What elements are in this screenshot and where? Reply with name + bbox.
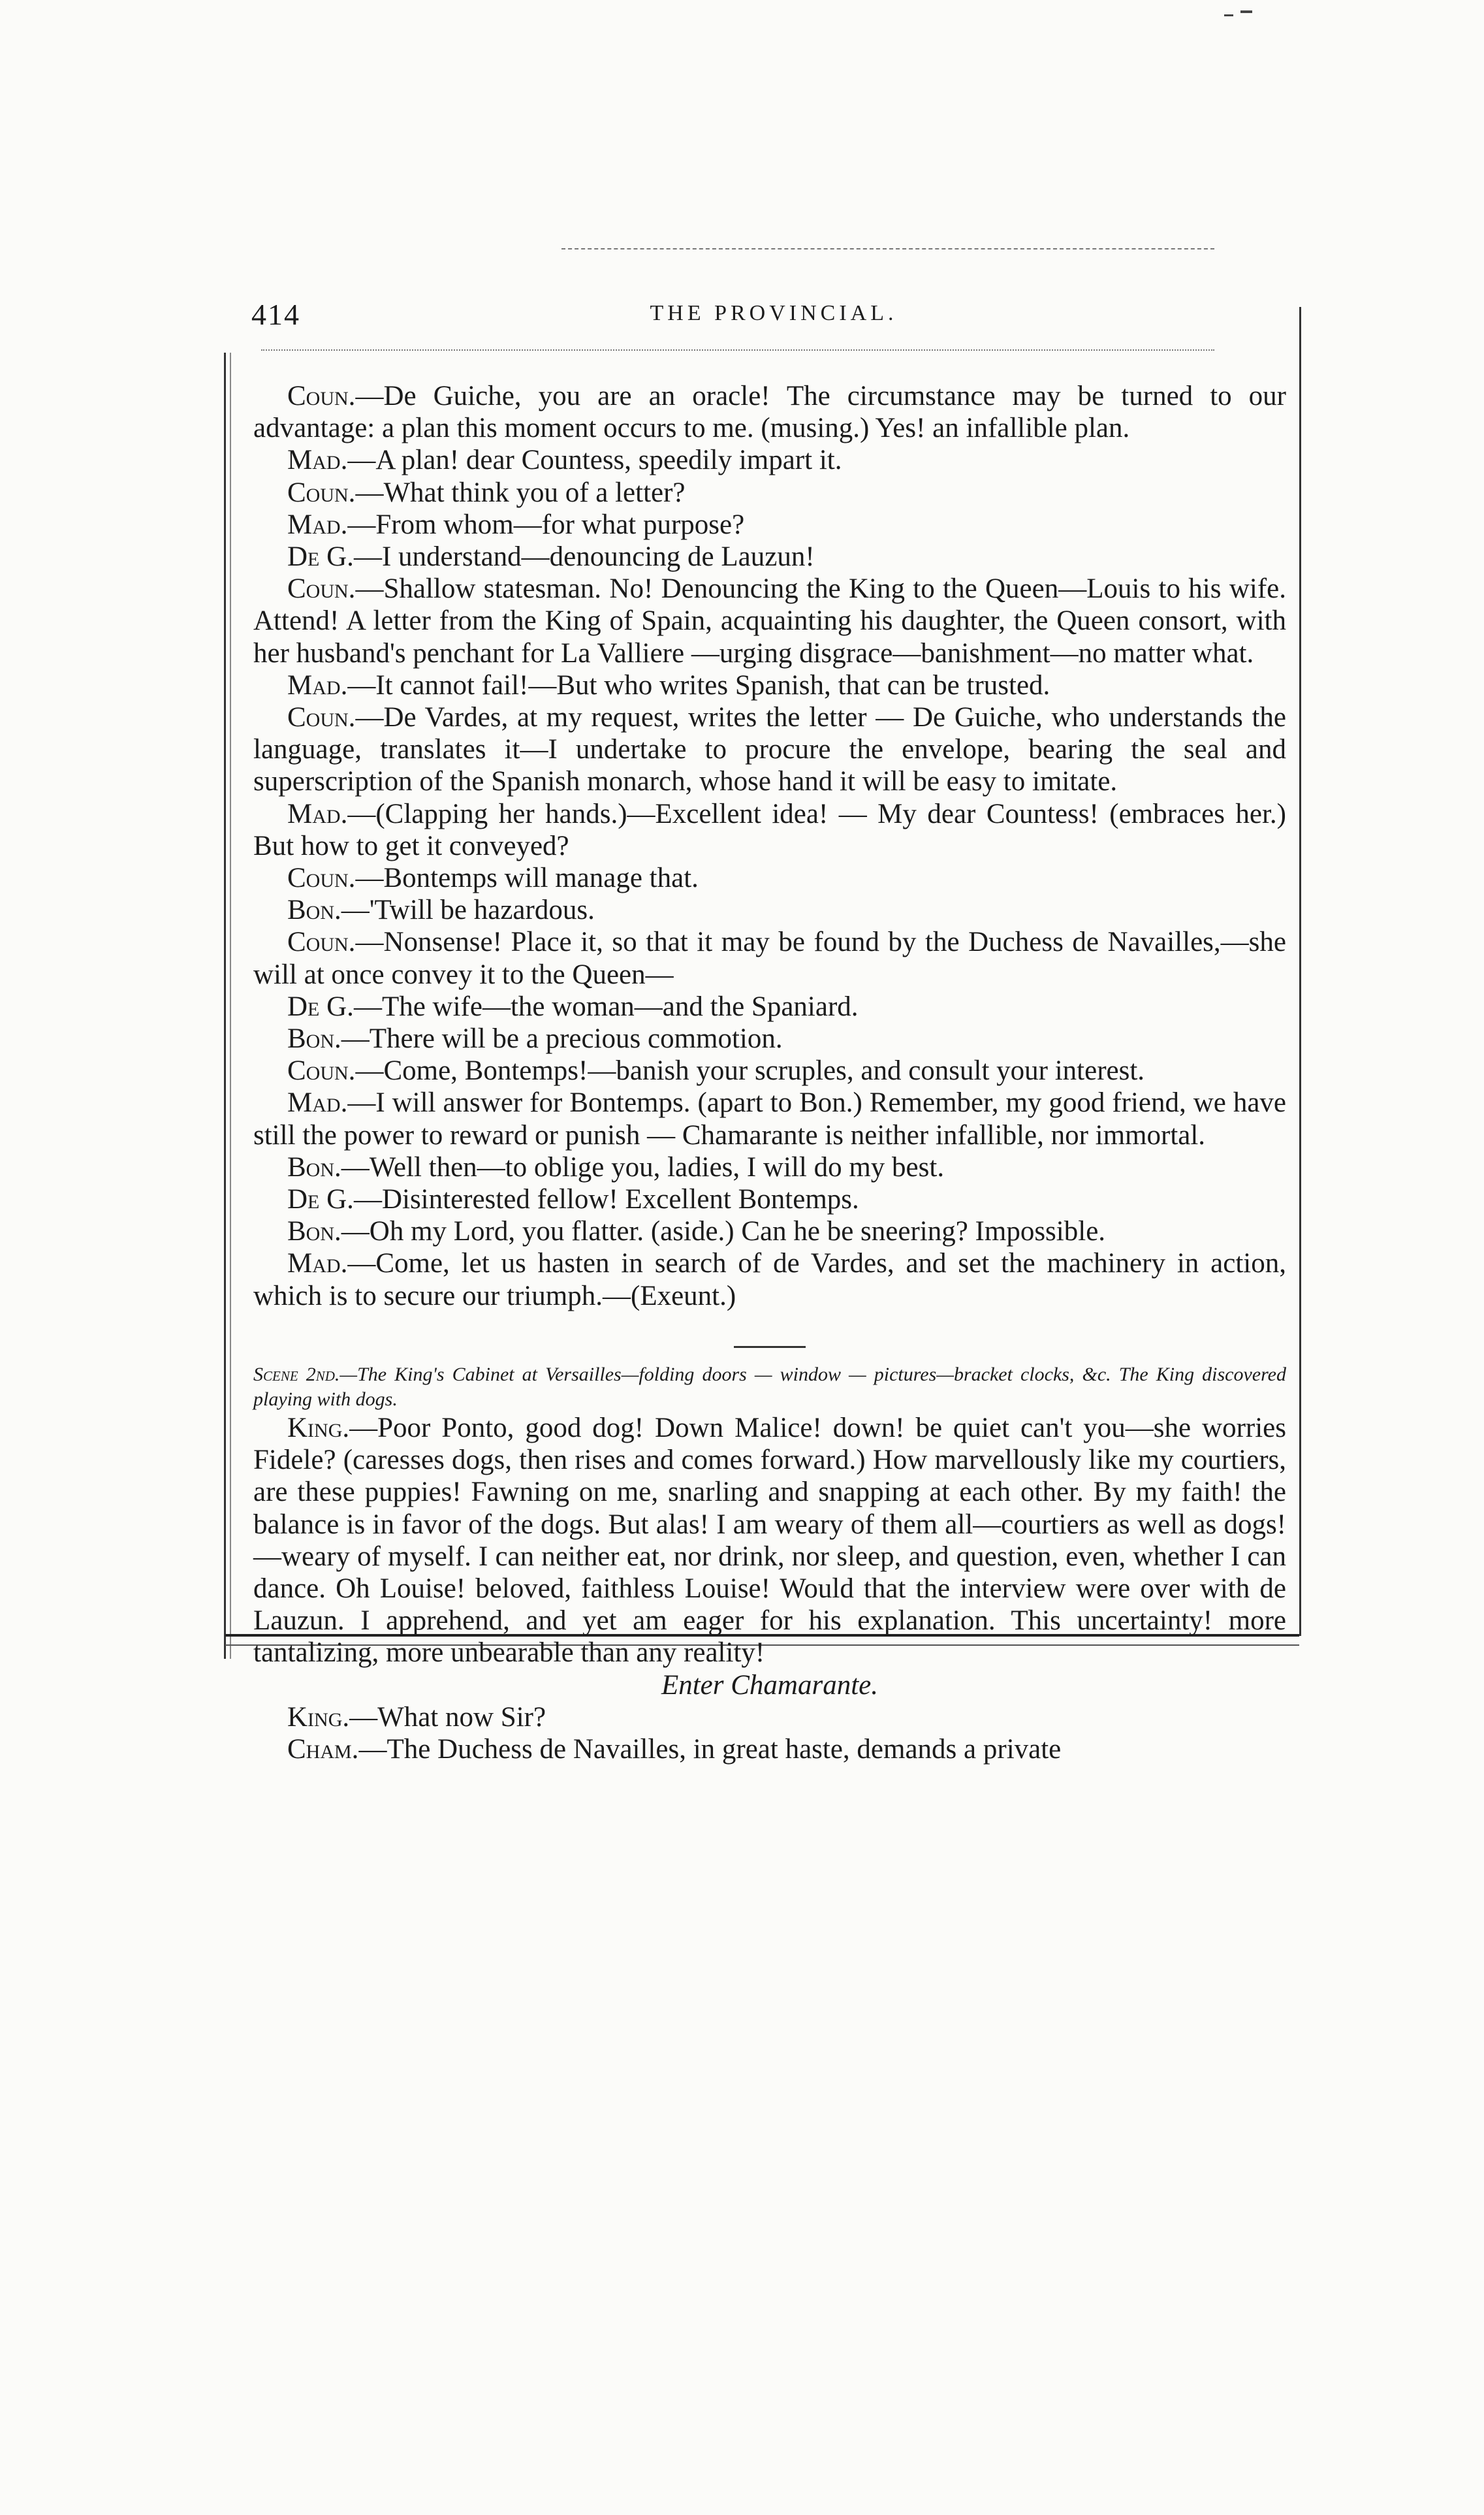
print-speck xyxy=(1240,10,1252,13)
print-speck xyxy=(1224,14,1233,16)
line-text: —Poor Ponto, good dog! Down Malice! down! be quiet can't you—she worries Fidele? (caresses dogs, then rises and comes forward.) How marvellously like my courtiers, are these puppies! Fawning on me, snarling and snapping at each other. By my faith! the balance is in favor of the dogs. But alas! I am weary of them all—courtiers as well as dogs!—weary of myself. I can neither eat, nor drink, nor sleep, and question, even, whether I can dance. Oh Louise! beloved, faithless Louise! Would that the interview were over with de Lauzun. I apprehend, and yet am eager for his explanation. This uncertainty! more tantalizing, more unbearable than any reality! xyxy=(253,1412,1286,1669)
dialogue-line xyxy=(253,1701,1286,1733)
dialogue-line xyxy=(253,1087,1286,1151)
scene-heading xyxy=(253,1362,1286,1412)
dialogue-line xyxy=(253,573,1286,669)
speaker-name: Coun. xyxy=(287,702,356,733)
speaker-name: Coun. xyxy=(287,863,356,894)
dialogue-line xyxy=(253,1183,1286,1215)
dialogue-line xyxy=(253,926,1286,990)
speaker-name: Bon. xyxy=(287,1216,341,1247)
speaker-name: King. xyxy=(287,1701,350,1733)
running-title: THE PROVINCIAL. xyxy=(650,301,898,325)
dialogue-line xyxy=(253,509,1286,541)
speaker-name: Coun. xyxy=(287,477,356,508)
dialogue-line xyxy=(253,669,1286,701)
speaker-name: Mad. xyxy=(287,1087,348,1119)
line-text: —There will be a precious commotion. xyxy=(341,1023,783,1055)
speaker-name: Coun. xyxy=(287,381,356,411)
speaker-name: Mad. xyxy=(287,509,348,540)
line-text: —Bontemps will manage that. xyxy=(355,863,699,894)
dialogue-line xyxy=(253,1151,1286,1183)
speaker-name: Mad. xyxy=(287,798,348,829)
dialogue-line xyxy=(253,477,1286,509)
speaker-name: Mad. xyxy=(287,445,348,476)
speaker-name: Coun. xyxy=(287,1055,356,1087)
dialogue-line xyxy=(253,991,1286,1023)
line-text: —De Vardes, at my request, writes the letter — De Guiche, who understands the language, translates it—I undertake to procure the envelope, bearing the seal and superscription of the Spanish monarch, whose hand it will be easy to imitate. xyxy=(253,702,1286,797)
dialogue-line xyxy=(253,894,1286,926)
line-text: —I understand—denouncing de Lauzun! xyxy=(353,541,815,573)
dialogue-section-2 xyxy=(253,1412,1286,1669)
line-text: —The wife—the woman—and the Spaniard. xyxy=(353,991,859,1022)
speaker-name: Coun. xyxy=(287,927,356,958)
speaker-name: King. xyxy=(287,1412,350,1443)
dialogue-section-1 xyxy=(253,380,1286,1312)
line-text: —From whom—for what purpose? xyxy=(347,509,745,540)
scene-label: Scene 2nd. xyxy=(253,1363,340,1385)
dialogue-line xyxy=(253,541,1286,573)
left-frame-rule xyxy=(224,353,231,1659)
line-text: —Come, let us hasten in search of de Vardes, and set the machinery in action, which is to secure our triumph.—(Exeunt.) xyxy=(253,1248,1286,1311)
dialogue-line xyxy=(253,1733,1286,1765)
line-text: —'Twill be hazardous. xyxy=(341,895,595,926)
line-text: —De Guiche, you are an oracle! The circumstance may be turned to our advantage: a plan this moment occurs to me. (musing.) Yes! an infallible plan. xyxy=(253,381,1286,444)
line-text: —Shallow statesman. No! Denouncing the King to the Queen—Louis to his wife. Attend! A letter from the King of Spain, acquainting his daughter, the Queen consort, with her husband's penchant for La Valliere —urging disgrace—banishment—no matter what. xyxy=(253,573,1286,669)
speaker-name: Bon. xyxy=(287,1023,341,1055)
page-number: 414 xyxy=(251,298,300,331)
speaker-name: Bon. xyxy=(287,895,341,926)
line-text: —Nonsense! Place it, so that it may be found by the Duchess de Navailles,—she will at once convey it to the Queen— xyxy=(253,927,1286,990)
line-text: —(Clapping her hands.)—Excellent idea! — My dear Countess! (embraces her.) But how to get it conveyed? xyxy=(253,798,1286,861)
dialogue-line xyxy=(253,444,1286,476)
scene-separator-rule xyxy=(734,1346,806,1348)
line-text: —It cannot fail!—But who writes Spanish, that can be trusted. xyxy=(347,669,1050,701)
line-text: —What think you of a letter? xyxy=(355,477,686,508)
speaker-name: Coun. xyxy=(287,573,356,605)
header-underline-rule xyxy=(261,349,1214,351)
dialogue-section-3 xyxy=(253,1701,1286,1765)
dialogue-line xyxy=(253,798,1286,862)
speaker-name: Mad. xyxy=(287,1248,348,1279)
speaker-name: Cham. xyxy=(287,1733,359,1765)
dialogue-line xyxy=(253,1023,1286,1055)
speaker-name: De G. xyxy=(287,541,354,573)
dialogue-line xyxy=(253,380,1286,444)
line-text: —A plan! dear Countess, speedily impart it. xyxy=(347,445,842,476)
line-text: —Come, Bontemps!—banish your scruples, and consult your interest. xyxy=(355,1055,1145,1087)
speaker-name: Mad. xyxy=(287,669,348,701)
line-text: —Well then—to oblige you, ladies, I will do my best. xyxy=(341,1151,945,1183)
line-text: —What now Sir? xyxy=(349,1701,546,1733)
line-text: —Oh my Lord, you flatter. (aside.) Can he be sneering? Impossible. xyxy=(341,1216,1106,1247)
dialogue-line xyxy=(253,1412,1286,1669)
scene-description: —The King's Cabinet at Versailles—folding doors — window — pictures—bracket clocks, &c. The King discovered playing with dogs. xyxy=(253,1363,1286,1410)
dialogue-line xyxy=(253,862,1286,894)
body-text xyxy=(253,380,1286,1765)
page-header xyxy=(251,297,1296,336)
stage-direction: Enter Chamarante. xyxy=(661,1669,879,1701)
speaker-name: Bon. xyxy=(287,1151,341,1183)
dialogue-line xyxy=(253,1247,1286,1311)
right-frame-rule xyxy=(1296,307,1301,1636)
line-text: —Disinterested fellow! Excellent Bontemps. xyxy=(353,1184,859,1215)
speaker-name: De G. xyxy=(287,991,354,1022)
line-text: —The Duchess de Navailles, in great haste, demands a private xyxy=(358,1733,1062,1765)
top-decorative-rule xyxy=(561,248,1214,249)
dialogue-line xyxy=(253,1055,1286,1087)
dialogue-line xyxy=(253,1215,1286,1247)
dialogue-line xyxy=(253,701,1286,798)
line-text: —I will answer for Bontemps. (apart to Bon.) Remember, my good friend, we have still the power to reward or punish — Chamarante is neither infallible, nor immortal. xyxy=(253,1087,1286,1151)
speaker-name: De G. xyxy=(287,1184,354,1215)
